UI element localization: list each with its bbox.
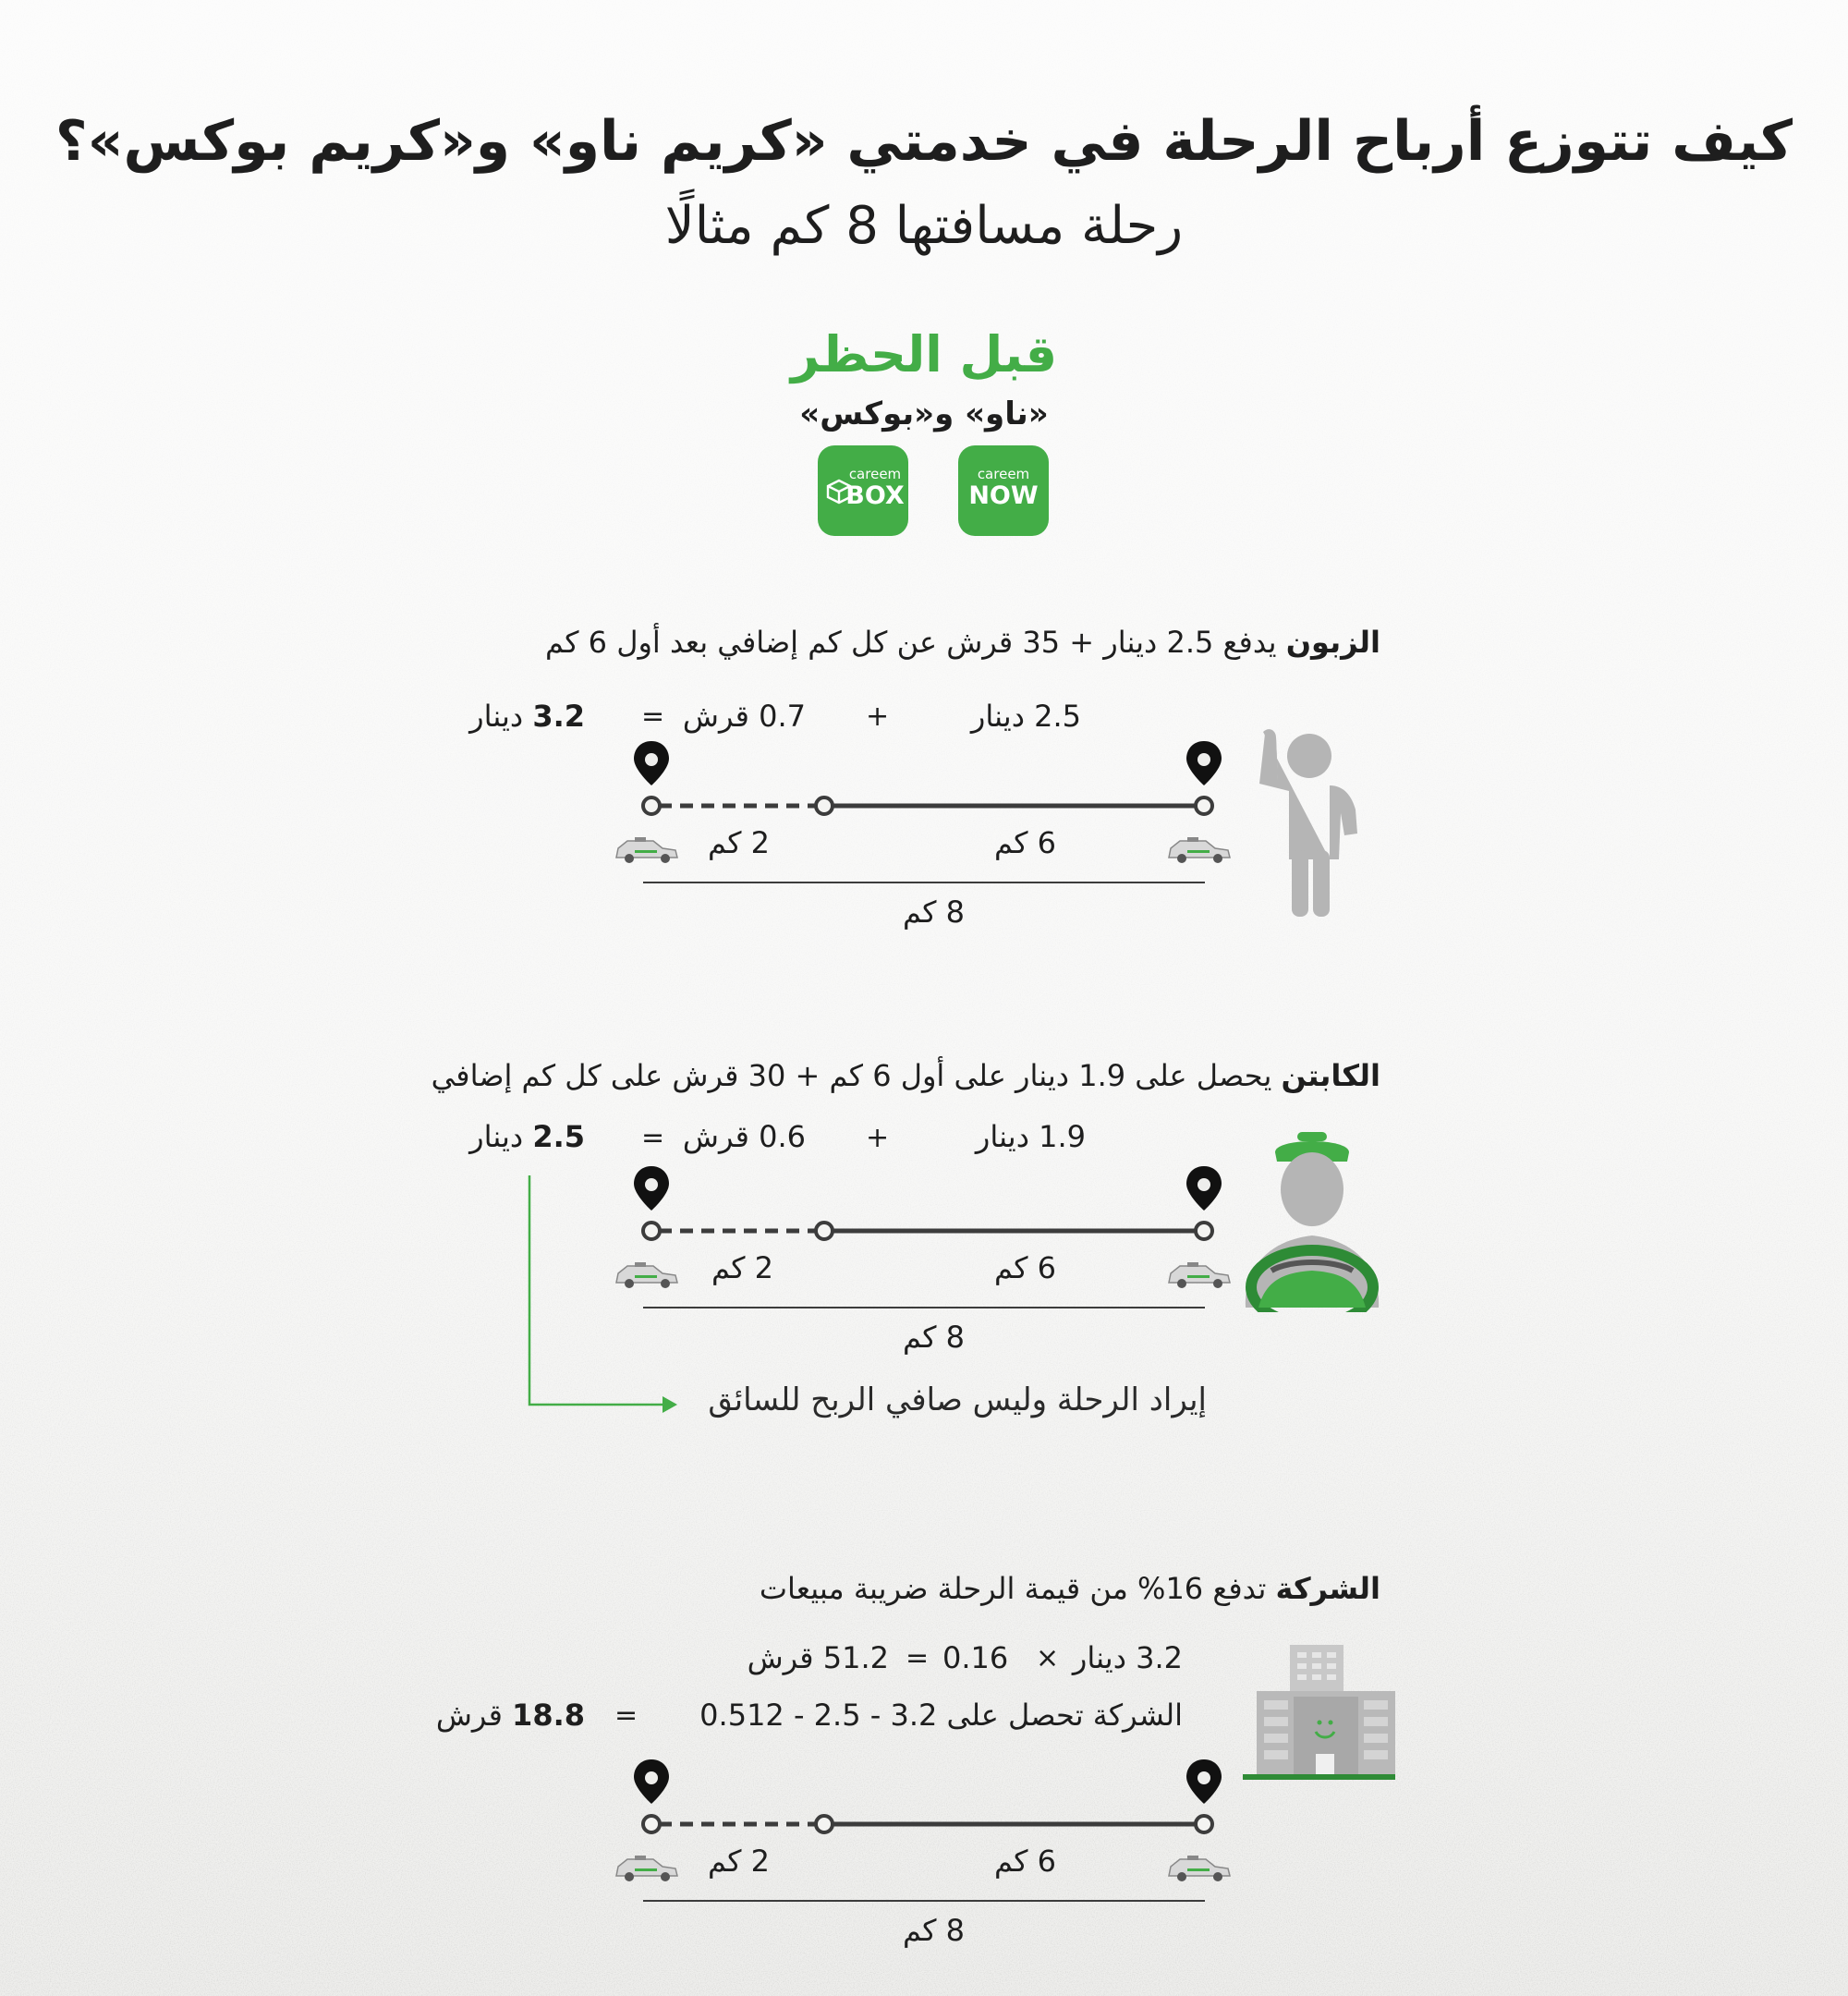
company-label: الشركة [1275,1571,1380,1606]
company-total-distance: 8 كم [902,1913,965,1948]
customer-equals-sign: = [641,700,665,733]
captain-description [432,1058,1380,1093]
customer-total-number: 3.2 [532,699,585,734]
box-icon [825,477,853,505]
customer-total-distance: 8 كم [902,895,965,930]
company-description [760,1571,1380,1606]
captain-revenue-note: إيراد الرحلة وليس صافي الربح للسائق [708,1381,1207,1418]
end-node [1196,1816,1212,1832]
captain-extra-distance: 2 كم [711,1250,773,1285]
customer-label: الزبون [1285,625,1380,660]
company-calc-equals: = [614,1699,638,1732]
page-title: كيف تتوزع أرباح الرحلة في خدمتي «كريم ناو» و«كريم بوكس»؟ [55,109,1793,174]
company-main-distance: 6 كم [993,1844,1056,1879]
company-total-number: 18.8 [512,1698,585,1733]
app-brand-label: careem [848,466,902,482]
start-node [643,797,660,814]
customer-extra-value: 0.7 قرش [682,699,806,734]
start-node [643,1816,660,1832]
careem-now-app-icon [958,445,1049,536]
customer-base-value: 2.5 دينار [970,699,1081,734]
customer-total [469,699,585,734]
section-subheading: «ناو» و«بوكس» [799,396,1049,432]
captain-total-unit: دينار [469,1119,524,1154]
company-tax-fare: 3.2 دينار [1072,1640,1183,1675]
company-rule: تدفع 16% من قيمة الرحلة ضريبة مبيعات [759,1571,1267,1606]
mid-node [816,1223,833,1239]
company-equals-sign: = [906,1642,930,1674]
captain-total-number: 2.5 [532,1119,585,1154]
company-calc-text: الشركة تحصل على 3.2 - 2.5 - 0.512 [699,1698,1183,1733]
customer-plus-sign: + [866,700,890,733]
raised-hand-person-icon [1252,721,1363,919]
captain-equals-sign: = [641,1122,665,1154]
captain-total [469,1119,585,1154]
taxi-icon [1169,837,1230,863]
company-building-icon [1238,1645,1404,1783]
taxi-icon [616,1856,677,1881]
customer-rule: يدفع 2.5 دينار + 35 قرش عن كل كم إضافي بعد أول 6 كم [544,625,1277,660]
captain-rule: يحصل على 1.9 دينار على أول 6 كم + 30 قرش على كل كم إضافي [431,1058,1272,1093]
mid-node [816,1816,833,1832]
taxi-icon [1169,1262,1230,1288]
customer-main-distance: 6 كم [993,825,1056,860]
section-heading: قبل الحظر [790,325,1058,383]
company-total [436,1698,585,1733]
company-tax-result: 51.2 قرش [747,1640,889,1675]
note-arrow [522,1174,688,1414]
company-extra-distance: 2 كم [707,1844,770,1879]
company-times-sign: × [1036,1642,1060,1674]
page-subtitle: رحلة مسافتها 8 كم مثالًا [664,196,1184,256]
taxi-icon [1169,1856,1230,1881]
taxi-icon [616,837,677,863]
customer-total-unit: دينار [469,699,524,734]
end-node [1196,797,1212,814]
captain-base-value: 1.9 دينار [975,1119,1086,1154]
company-tax-rate: 0.16 [942,1640,1009,1675]
app-brand-label: careem [977,466,1030,482]
driver-steering-wheel-icon [1238,1132,1386,1312]
app-product-label: NOW [968,481,1039,510]
app-product-label: BOX [845,481,905,510]
arrow-head-icon [663,1396,677,1413]
captain-label: الكابتن [1281,1058,1380,1093]
captain-plus-sign: + [866,1122,890,1154]
captain-extra-value: 0.6 قرش [682,1119,806,1154]
end-node [1196,1223,1212,1239]
captain-total-distance: 8 كم [902,1320,965,1355]
customer-description [545,625,1380,660]
mid-node [816,797,833,814]
captain-main-distance: 6 كم [993,1250,1056,1285]
company-calc [699,1698,1183,1733]
company-total-unit: قرش [435,1698,503,1733]
careem-box-app-icon [818,445,908,536]
customer-extra-distance: 2 كم [707,825,770,860]
